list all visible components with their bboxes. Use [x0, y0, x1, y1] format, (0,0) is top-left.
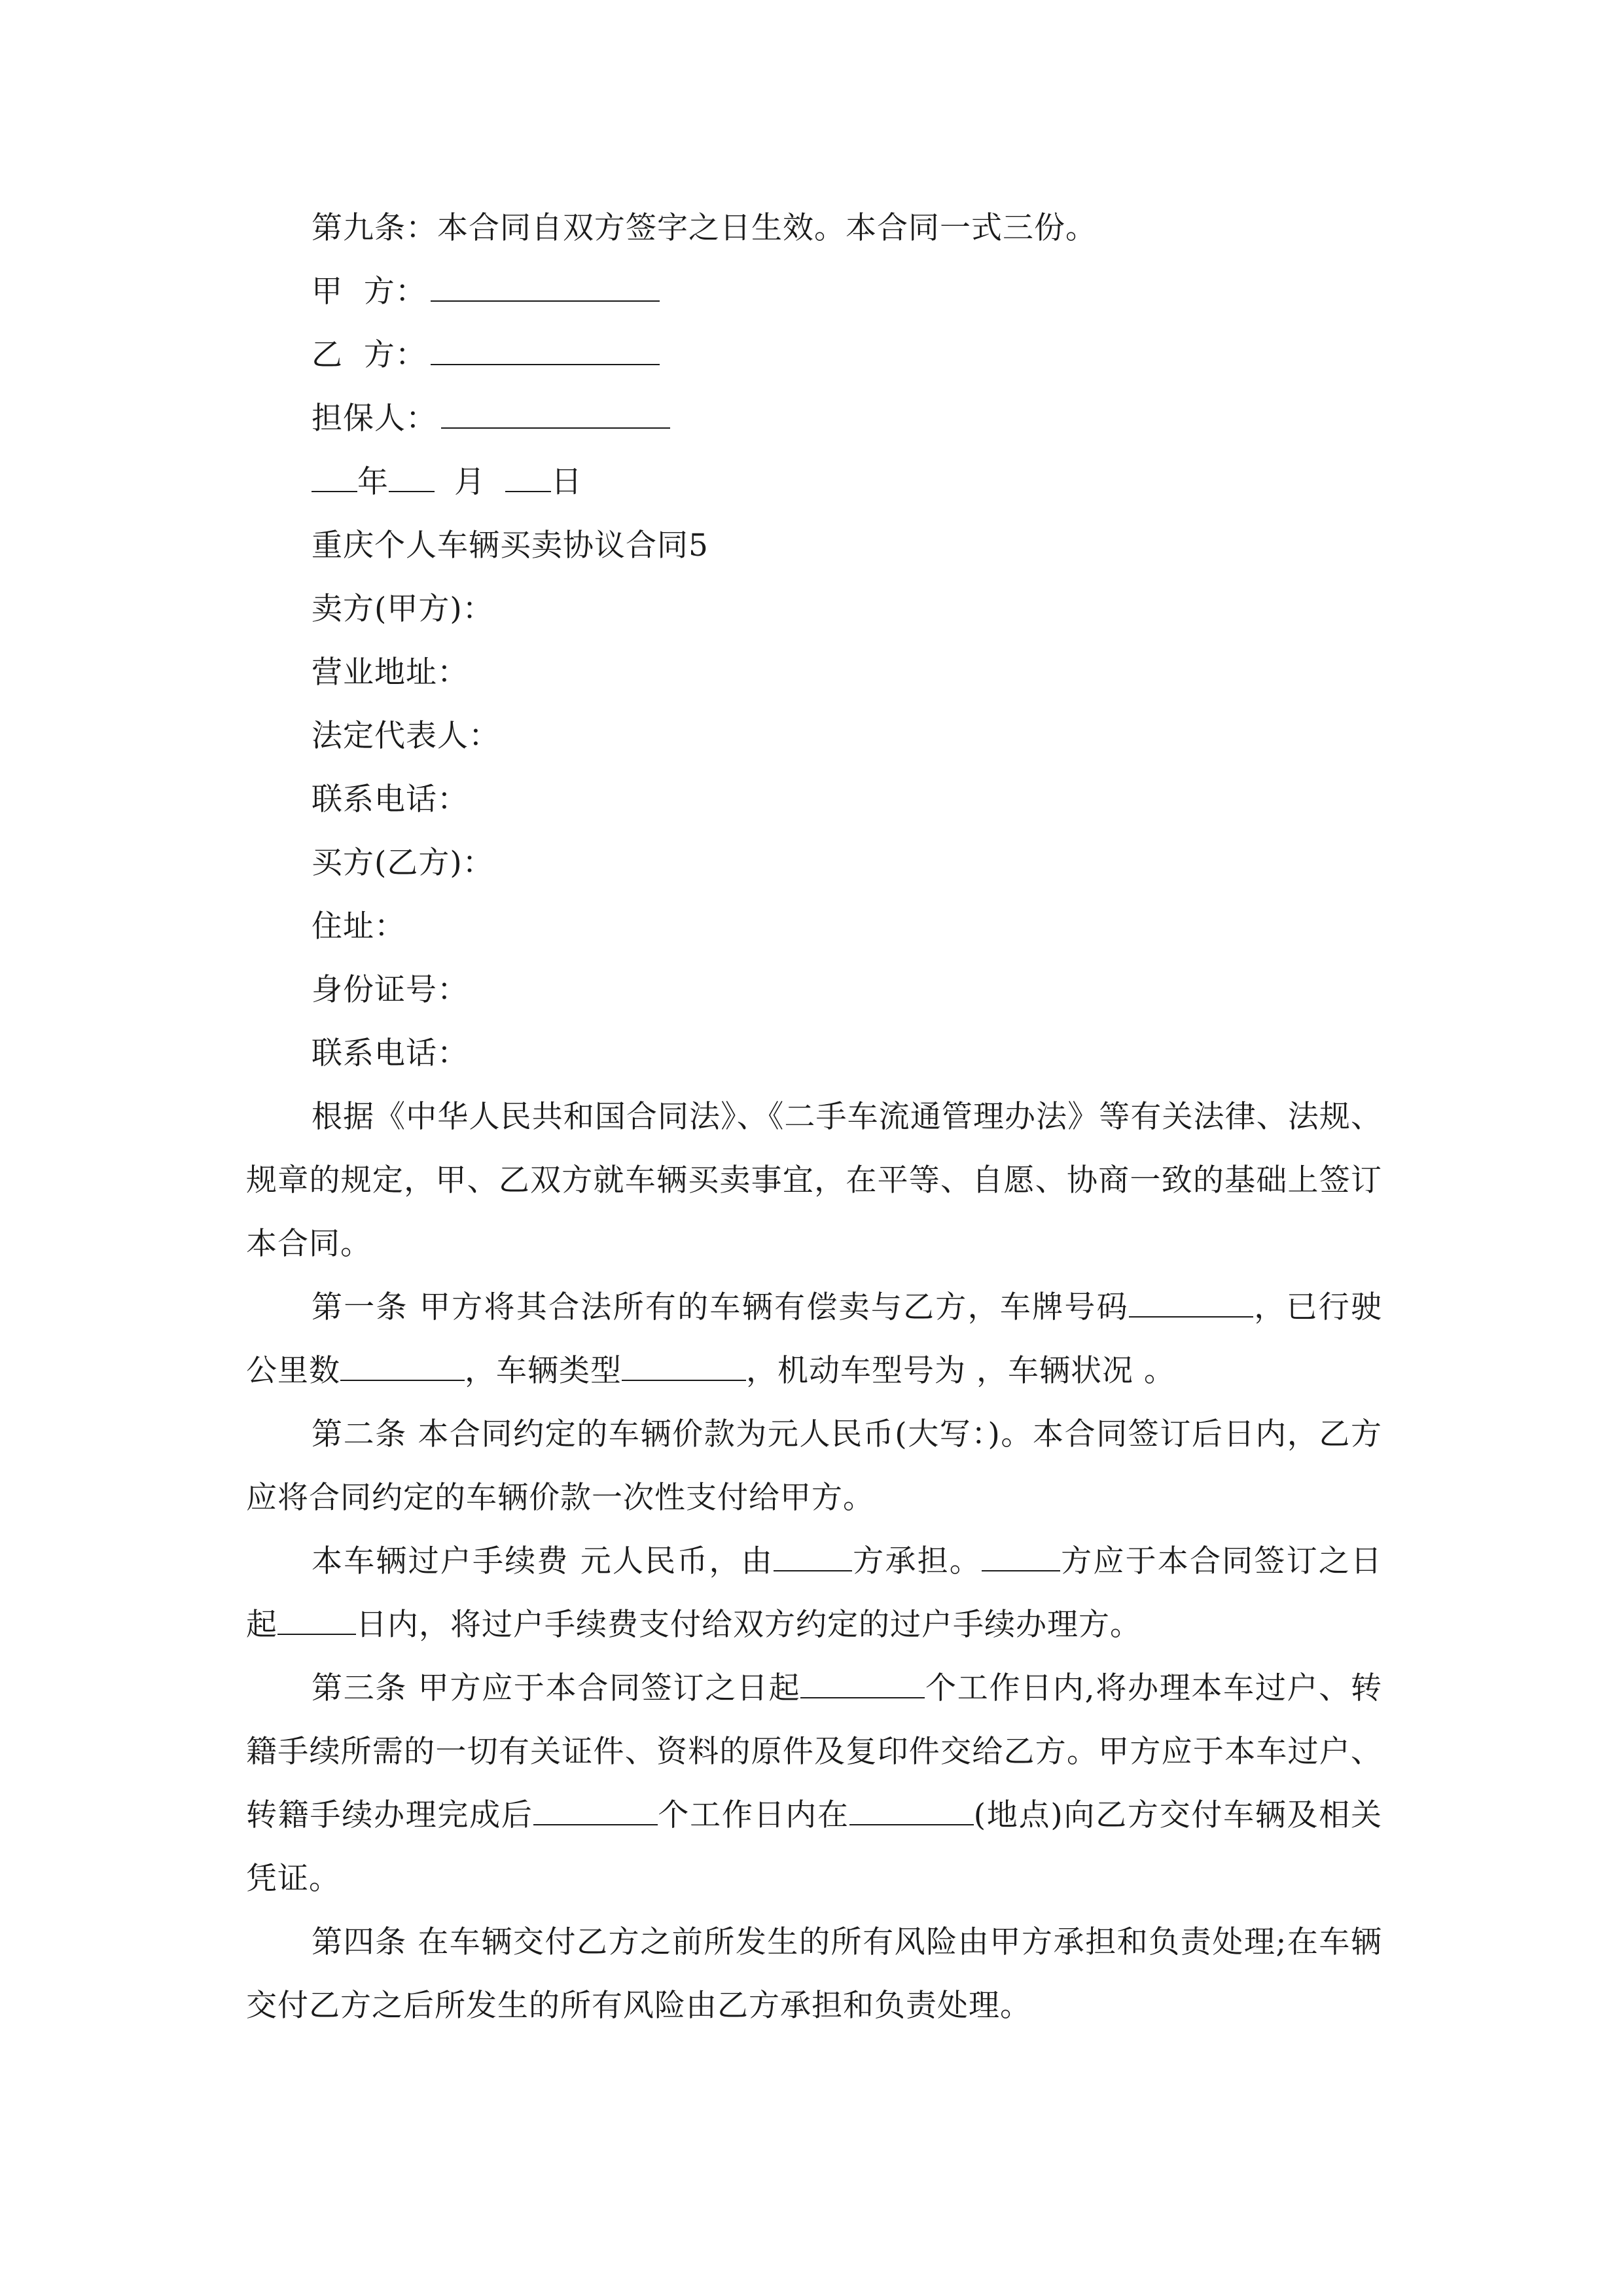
buyer-field: [246, 831, 1382, 895]
fee-text-a: 本车辆过户手续费 元人民币，由: [312, 1543, 774, 1579]
guarantor-blank: [441, 401, 670, 429]
day-blank: [505, 465, 551, 492]
address-field: [246, 895, 1382, 958]
article-2-text: 第二条 本合同约定的车辆价款为元人民币(大写：)。本合同签订后日内，乙方应将合同约定的车辆价款一次性支付给甲方。: [246, 1416, 1382, 1516]
location-blank: [849, 1798, 974, 1825]
business-address-label: 营业地址：: [312, 655, 469, 691]
day-label: 日: [551, 464, 582, 500]
legal-rep-field: [246, 704, 1382, 768]
address-label: 住址：: [312, 908, 406, 944]
party-a-signature-line: [246, 260, 1382, 323]
party-b-signature-line: [246, 323, 1382, 387]
seller-label: 卖方(甲方)：: [312, 591, 494, 627]
article-4-paragraph: [246, 1910, 1382, 2037]
seller-phone-label: 联系电话：: [312, 781, 469, 817]
contract-title-text: 重庆个人车辆买卖协议合同5: [312, 528, 709, 564]
party-a-label: 甲 方：: [312, 274, 427, 310]
fee-payer-blank: [774, 1544, 852, 1571]
article-2-paragraph: [246, 1403, 1382, 1530]
article-3-text-b: 个工作日内,将办理本车过户、转籍手续所需的一切有关证件、资料的原件及复印件交给乙方。甲方应于本车过户、转籍手续办理完成后: [246, 1670, 1382, 1833]
month-label: 月: [454, 464, 486, 500]
plate-number-blank: [1129, 1290, 1253, 1318]
legal-rep-label: 法定代表人：: [312, 718, 500, 754]
article-1-text-c: ，车辆类型: [465, 1353, 622, 1389]
document-body: [246, 196, 1382, 2037]
mileage-blank: [340, 1354, 465, 1381]
buyer-label: 买方(乙方)：: [312, 845, 494, 881]
article-3-text-c: 个工作日内在: [657, 1797, 849, 1833]
fee-days-blank: [277, 1607, 356, 1635]
buyer-phone-field: [246, 1022, 1382, 1085]
party-b-label: 乙 方：: [312, 337, 427, 373]
workdays-blank-2: [533, 1798, 658, 1825]
fee-party-blank: [982, 1544, 1060, 1571]
vehicle-type-blank: [622, 1354, 746, 1381]
article-1-paragraph: [246, 1276, 1382, 1403]
fee-text-b: 方承担。: [851, 1543, 982, 1579]
id-number-field: [246, 958, 1382, 1022]
article-9: [246, 196, 1382, 260]
seller-field: [246, 577, 1382, 641]
guarantor-signature-line: [246, 387, 1382, 450]
date-line: [246, 450, 1382, 514]
id-number-label: 身份证号：: [312, 972, 469, 1008]
preamble-text: 根据《中华人民共和国合同法》、《二手车流通管理办法》等有关法律、法规、规章的规定，甲、乙双方就车辆买卖事宜，在平等、自愿、协商一致的基础上签订本合同。: [246, 1099, 1382, 1262]
article-3-text-a: 第三条 甲方应于本合同签订之日起: [312, 1670, 801, 1706]
party-b-blank: [431, 338, 660, 365]
article-1-text-d: ，机动车型号为 ，车辆状况 。: [746, 1353, 1175, 1389]
preamble-paragraph: [246, 1085, 1382, 1276]
business-address-field: [246, 641, 1382, 704]
article-4-text: 第四条 在车辆交付乙方之前所发生的所有风险由甲方承担和负责处理;在车辆交付乙方之后所发生的所有风险由乙方承担和负责处理。: [246, 1924, 1382, 2024]
guarantor-label: 担保人：: [312, 401, 437, 437]
year-blank: [312, 465, 357, 492]
transfer-fee-paragraph: [246, 1530, 1382, 1657]
fee-text-c: 方应于本合同签订之日起: [246, 1543, 1382, 1643]
month-blank: [389, 465, 435, 492]
article-3-text-d: (地点)向乙方交付车辆及相关凭证。: [246, 1797, 1383, 1897]
workdays-blank-1: [800, 1671, 925, 1698]
year-label: 年: [357, 464, 389, 500]
article-3-paragraph: [246, 1657, 1382, 1910]
article-1-text-b: ，已行驶公里数: [246, 1289, 1382, 1389]
party-a-blank: [431, 274, 660, 302]
article-1-text-a: 第一条 甲方将其合法所有的车辆有偿卖与乙方，车牌号码: [312, 1289, 1129, 1325]
contract-title: [246, 514, 1382, 577]
fee-text-d: 日内，将过户手续费支付给双方约定的过户手续办理方。: [356, 1607, 1141, 1643]
buyer-phone-label: 联系电话：: [312, 1035, 469, 1071]
article-9-text: 第九条：本合同自双方签字之日生效。本合同一式三份。: [312, 210, 1097, 246]
seller-phone-field: [246, 768, 1382, 831]
